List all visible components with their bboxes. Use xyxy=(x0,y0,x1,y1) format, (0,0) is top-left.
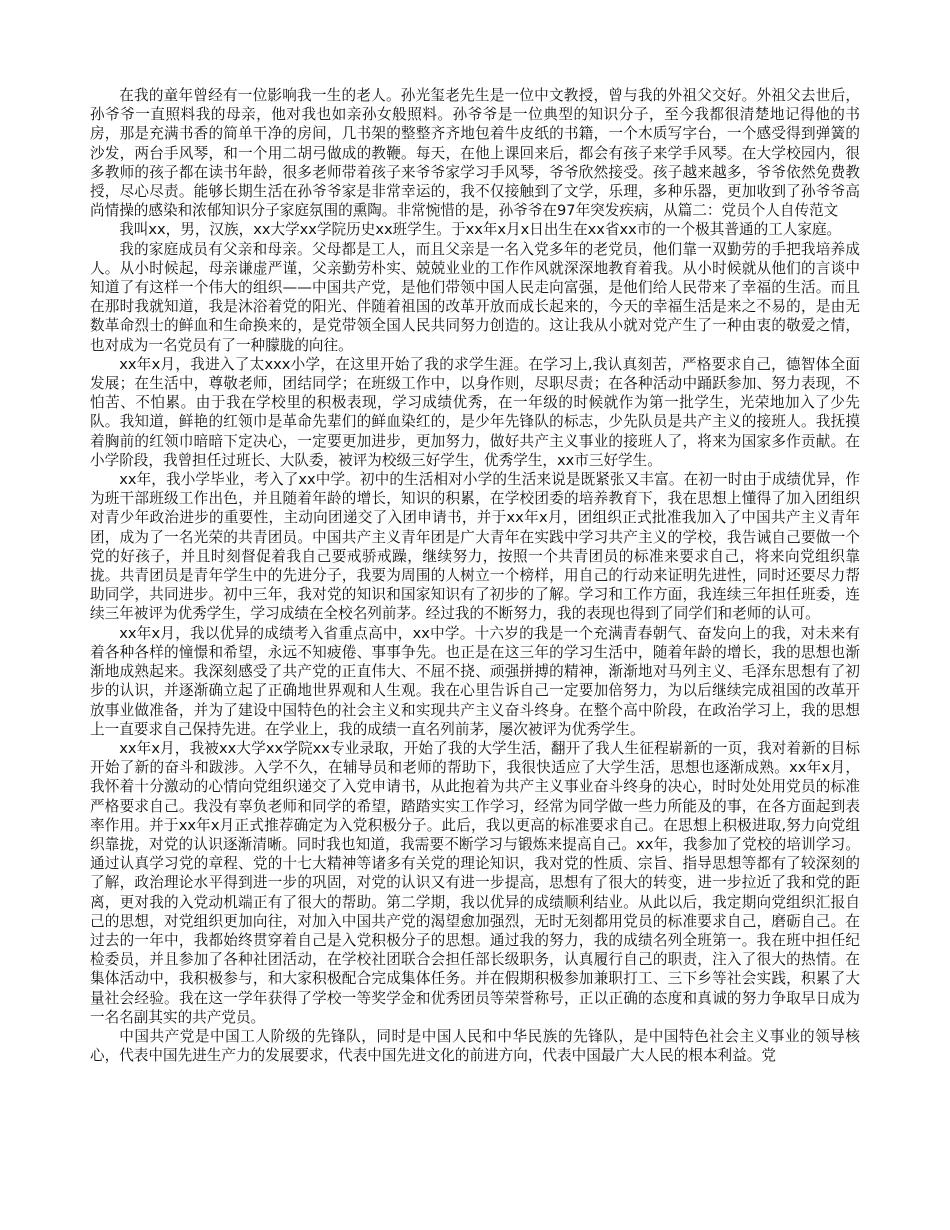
paragraph-middle-school: xx年，我小学毕业，考入了xx中学。初中的生活相对小学的生活来说是既紧张又丰富。在初一时由于成绩优异，作为班干部班级工作出色，并且随着年龄的增长，知识的积累，在学校团委的培养教育下，我在思想上懂得了加入团组织对青少年政治进步的重要性，主动向团递交了入团申请书，并于xx年x月，团组织正式批准我加入了中国共产主义青年团，成为了一名光荣的共青团员。中国共产主义青年团是广大青年在实践中学习共产主义的学校，我告诫自己要做一个党的好孩子，并且时刻督促着我自己要戒骄戒躁，继续努力，按照一个共青团员的标准来要求自己，将来向党组织靠拢。共青团员是青年学生中的先进分子，我要为周围的人树立一个榜样，用自己的行动来证明先进性，同时还要尽力帮助同学，共同进步。初中三年，我对党的知识和国家知识有了初步的了解。学习和工作方面，我连续三年担任班委，连续三年被评为优秀学生，学习成绩在全校名列前茅。经过我的不断努力，我的表现也得到了同学们和老师的认可。 xyxy=(90,471,860,623)
document-body xyxy=(90,86,860,1065)
paragraph-childhood-mentor: 在我的童年曾经有一位影响我一生的老人。孙光玺老先生是一位中文教授，曾与我的外祖父交好。外祖父去世后，孙爷爷一直照料我的母亲，他对我也如亲孙女般照料。孙爷爷是一位典型的知识分子，至今我都很清楚地记得他的书房，那是充满书香的简单干净的房间，几书架的整整齐齐地包着牛皮纸的书籍，一个木质写字台，一个感受得到弹簧的沙发，两台手风琴，和一个用二胡弓做成的教鞭。每天，在他上课回来后，都会有孩子来学手风琴。在大学校园内，很多教师的孩子都在读书年龄，很多老师带着孩子来爷爷家学习手风琴，爷爷欣然接受。孩子越来越多，爷爷依然免费教授，尽心尽责。能够长期生活在孙爷爷家是非常幸运的，我不仅接触到了文学，乐理，多种乐器，更加收到了孙爷爷高尚情操的感染和浓郁知识分子家庭氛围的熏陶。非常惋惜的是，孙爷爷在97年突发疾病，从篇二：党员个人自传范文 xyxy=(90,87,860,220)
paragraph-high-school: xx年x月，我以优异的成绩考入省重点高中，xx中学。十六岁的我是一个充满青春朝气、奋发向上的我，对未来有着各种各样的憧憬和希望，永远不知疲倦、事事争先。也正是在这三年的学习生活中，随着年龄的增长，我的思想也渐渐地成熟起来。我深刻感受了共产党的正直伟大、不屈不挠、顽强拼搏的精神，渐渐地对马列主义、毛泽东思想有了初步的认识，并逐渐确立起了正确地世界观和人生观。我在心里告诉自己一定要加倍努力，为以后继续完成祖国的改革开放事业做准备，并为了建设中国特色的社会主义和实现共产主义奋斗终身。在整个高中阶段，在政治学习上，我的思想上一直要求自己保持先进。在学业上，我的成绩一直名列前茅，屡次被评为优秀学生。 xyxy=(90,624,860,738)
paragraph-family: 我的家庭成员有父亲和母亲。父母都是工人，而且父亲是一名入党多年的老党员，他们靠一双勤劳的手把我培养成人。从小时候起，母亲谦虚严谨，父亲勤劳朴实、兢兢业业的工作作风就深深地教育着我。从小时候就从他们的言谈中知道了有这样一个伟大的组织——中国共产党，是他们带领中国人民走向富强，是他们给人民带来了幸福的生活。而且在那时我就知道，我是沐浴着党的阳光、伴随着祖国的改革开放而成长起来的，今天的幸福生活是来之不易的，是由无数革命烈士的鲜血和生命换来的，是党带领全国人民共同努力创造的。这让我从小就对党产生了一种由衷的敬爱之情，也对成为一名党员有了一种朦胧的向往。 xyxy=(90,240,860,354)
paragraph-university: xx年x月，我被xx大学xx学院xx专业录取，开始了我的大学生活，翻开了我人生征程崭新的一页，我对着新的目标开始了新的奋斗和跋涉。入学不久，在辅导员和老师的帮助下，我很快适应了大学生活，思想也逐渐成熟。xx年x月，我怀着十分激动的心情向党组织递交了入党申请书，从此抱着为共产主义事业奋斗终身的决心，时时处处用党员的标准严格要求自己。我没有辜负老师和同学的希望，踏踏实实工作学习，经常为同学做一些力所能及的事，在各方面起到表率作用。并于xx年x月正式推荐确定为入党积极分子。此后，我以更高的标准要求自己。在思想上积极进取,努力向党组织靠拢，对党的认识逐渐清晰。同时我也知道，我需要不断学习与锻炼来提高自己。xx年，我参加了党校的培训学习。通过认真学习党的章程、党的十七大精神等诸多有关党的理论知识，我对党的性质、宗旨、指导思想等都有了较深刻的了解，政治理论水平得到进一步的巩固，对党的认识又有进一步提高，思想有了很大的转变，进一步拉近了我和党的距离，更对我的入党动机端正有了很大的帮助。第二学期，我以优异的成绩顺利结业。从此以后，我定期向党组织汇报自己的思想，对党组织更加向往，对加入中国共产党的渴望愈加强烈，无时无刻都用党员的标准要求自己，磨砺自己。在过去的一年中，我都始终贯穿着自己是入党积极分子的思想。通过我的努力，我的成绩名列全班第一。我在班中担任纪检委员，并且参加了各种社团活动，在学校社团联合会担任部长级职务，认真履行自己的职责，注入了很大的热情。在集体活动中，我积极参与，和大家积极配合完成集体任务。并在假期积极参加兼职打工、三下乡等社会实践，积累了大量社会经验。我在这一学年获得了学校一等奖学金和优秀团员等荣誉称号，正以正确的态度和真诚的努力争取早日成为一名名副其实的共产党员。 xyxy=(90,739,860,1026)
paragraph-primary-school: xx年x月，我进入了太xxx小学，在这里开始了我的求学生涯。在学习上,我认真刻苦，严格要求自己，德智体全面发展；在生活中，尊敬老师，团结同学；在班级工作中，以身作则，尽职尽责；在各种活动中踊跃参加、努力表现，不怕苦、不怕累。由于我在学校里的积极表现，学习成绩优秀，在一年级的时候就作为第一批学生，光荣地加入了少先队。我知道，鲜艳的红领巾是革命先辈们的鲜血染红的，是少年先锋队的标志，少先队员是共产主义的接班人。我抚摸着胸前的红领巾暗暗下定决心，一定要更加进步，更加努力，做好共产主义事业的接班人了，将来为国家多作贡献。在小学阶段，我曾担任过班长、大队委，被评为校级三好学生，优秀学生，xx市三好学生。 xyxy=(90,355,860,469)
paragraph-personal-intro: 我叫xx，男，汉族，xx大学xx学院历史xx班学生。于xx年x月x日出生在xx省xx市的一个极其普通的工人家庭。 xyxy=(119,221,842,239)
paragraph-party-description: 中国共产党是中国工人阶级的先锋队，同时是中国人民和中华民族的先锋队，是中国特色社会主义事业的领导核心，代表中国先进生产力的发展要求，代表中国先进文化的前进方向，代表中国最广大人民的根本利益。党 xyxy=(90,1027,860,1065)
